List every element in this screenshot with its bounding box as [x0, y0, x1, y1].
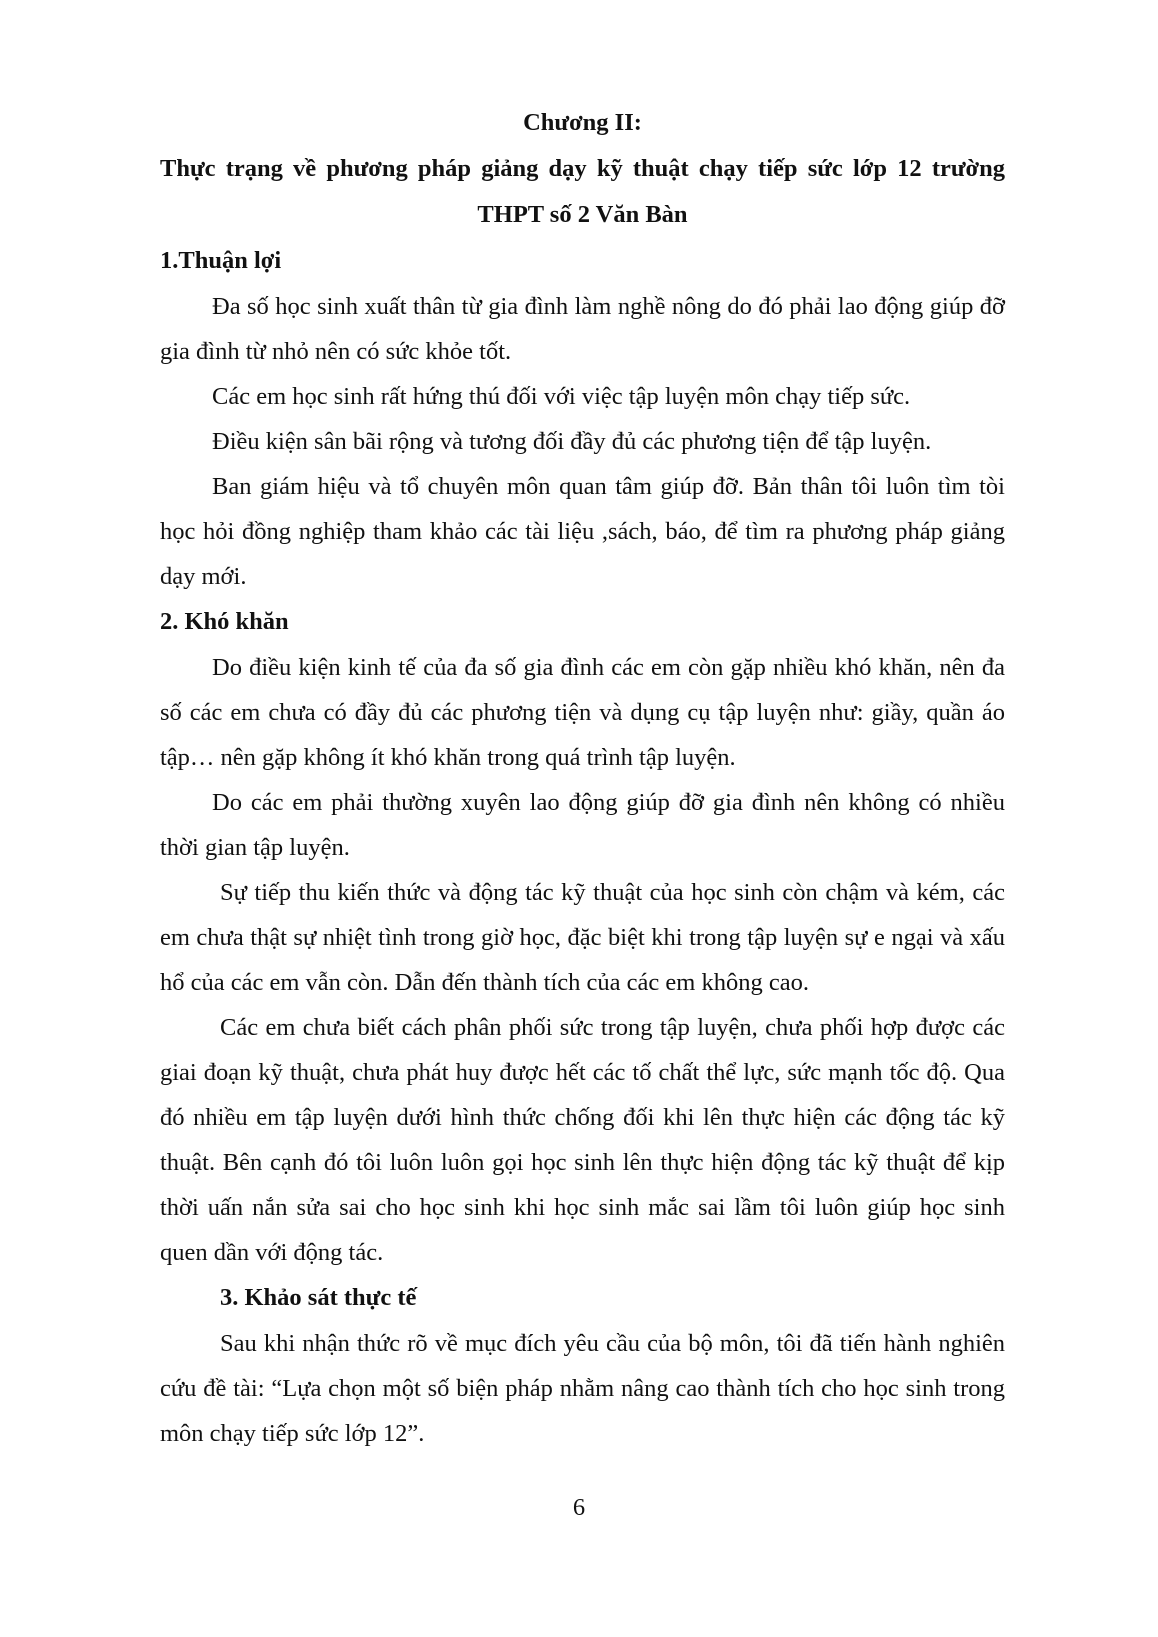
chapter-label: Chương II: [523, 109, 642, 136]
section-heading-survey: 3. Khảo sát thực tế [220, 1284, 417, 1311]
chapter-title-line-1: Thực trạng về phương pháp giảng dạy kỹ thuật chạy tiếp sức lớp 12 trường [160, 155, 1005, 182]
paragraph: Điều kiện sân bãi rộng và tương đối đầy đủ các phương tiện để tập luyện. [212, 428, 932, 455]
paragraph: Sự tiếp thu kiến thức và động tác kỹ thuật của học sinh còn chậm và kém, các em chưa thật sự nhiệt tình trong giờ học, đặc biệt khi trong tập luyện sự e ngại và xấu hổ của các em vẫn còn. Dẫn đến thành tích của các em không cao. [160, 879, 1005, 996]
section-heading-difficulties: 2. Khó khăn [160, 608, 289, 635]
paragraph: Do các em phải thường xuyên lao động giúp đỡ gia đình nên không có nhiều thời gian tập luyện. [160, 789, 1005, 861]
section-heading-advantages: 1.Thuận lợi [160, 247, 282, 274]
chapter-title-line-2: THPT số 2 Văn Bàn [477, 201, 688, 228]
paragraph: Do điều kiện kinh tế của đa số gia đình các em còn gặp nhiều khó khăn, nên đa số các em chưa có đầy đủ các phương tiện và dụng cụ tập luyện như: giầy, quần áo tập… nên gặp không ít khó khăn trong quá trình tập luyện. [160, 654, 1005, 771]
page-number: 6 [572, 1494, 586, 1521]
paragraph: Sau khi nhận thức rõ về mục đích yêu cầu của bộ môn, tôi đã tiến hành nghiên cứu đề tài: “Lựa chọn một số biện pháp nhằm nâng cao thành tích cho học sinh trong môn chạy tiếp sức lớp 12”. [160, 1330, 1005, 1447]
paragraph: Các em học sinh rất hứng thú đối với việc tập luyện môn chạy tiếp sức. [212, 383, 911, 410]
paragraph: Các em chưa biết cách phân phối sức trong tập luyện, chưa phối hợp được các giai đoạn kỹ thuật, chưa phát huy được hết các tố chất thể lực, sức mạnh tốc độ. Qua đó nhiều em tập luyện dưới hình thức chống đối khi lên thực hiện các động tác kỹ thuật. Bên cạnh đó tôi luôn luôn gọi học sinh lên thực hiện động tác kỹ thuật để kịp thời uấn nắn sửa sai cho học sinh khi học sinh mắc sai lầm tôi luôn giúp học sinh quen dần với động tác. [160, 1014, 1005, 1266]
paragraph: Đa số học sinh xuất thân từ gia đình làm nghề nông do đó phải lao động giúp đỡ gia đình từ nhỏ nên có sức khỏe tốt. [160, 293, 1005, 365]
paragraph: Ban giám hiệu và tổ chuyên môn quan tâm giúp đỡ. Bản thân tôi luôn tìm tòi học hỏi đồng nghiệp tham khảo các tài liệu ,sách, báo, để tìm ra phương pháp giảng dạy mới. [160, 473, 1005, 590]
page-content [160, 100, 1005, 1456]
